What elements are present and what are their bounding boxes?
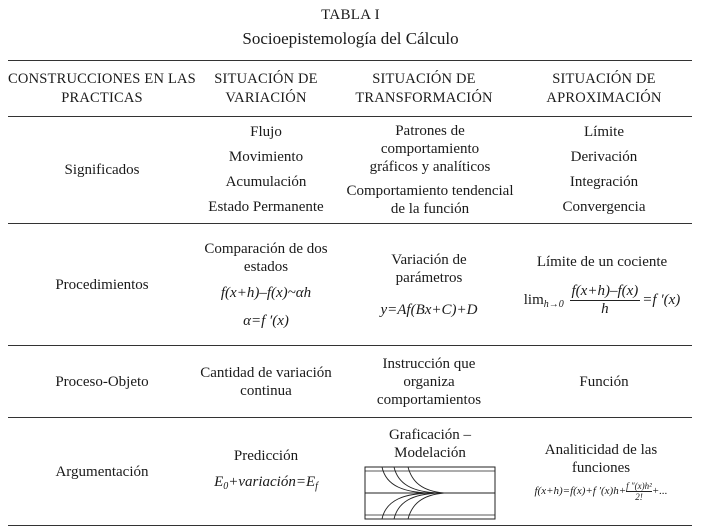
header-construcciones: CONSTRUCCIONES EN LAS PRACTICAS xyxy=(8,70,196,106)
taylor-tail: +... xyxy=(651,485,668,498)
header-aproximacion: SITUACIÓN DE APROXIMACIÓN xyxy=(546,70,662,106)
list-item: Comportamiento tendencial de la función xyxy=(346,183,514,217)
header-transformacion: SITUACIÓN DE TRANSFORMACIÓN xyxy=(355,70,493,106)
aproximacion-text: Límite de un cociente xyxy=(536,253,668,270)
prediccion-text: Predicción xyxy=(233,448,299,464)
eq-middle: +variación=E xyxy=(228,474,316,490)
table-label: TABLA I xyxy=(321,7,380,23)
eq-f-subscript: f xyxy=(315,481,318,492)
significados-variacion xyxy=(190,118,342,222)
header-variacion: SITUACIÓN DE VARIACIÓN xyxy=(214,70,318,106)
significados-aproximacion xyxy=(524,118,684,222)
lim-subscript: h→0 xyxy=(543,298,564,310)
variacion-text: Comparación de dos estados xyxy=(204,241,328,275)
eq-e-subscript: 0 xyxy=(223,481,229,492)
taylor-frac-numerator: f ″(x)h² xyxy=(626,481,652,491)
row-label-proceso-objeto: Proceso-Objeto xyxy=(55,374,149,390)
difference-quotient xyxy=(570,283,641,318)
row-label-argumentacion: Argumentación xyxy=(55,463,149,480)
list-item: Estado Permanente xyxy=(208,199,324,215)
eq-e: E xyxy=(214,474,224,490)
list-item: Convergencia xyxy=(562,199,646,215)
analiticidad-text: Analiticidad de las funciones xyxy=(544,442,658,476)
rule-row-1 xyxy=(8,223,692,224)
list-item: Integración xyxy=(569,174,639,190)
taylor-series-equation xyxy=(534,481,667,502)
limit-equation xyxy=(524,283,681,318)
rule-top xyxy=(8,60,692,61)
proceso-objeto-transformacion: Instrucción que organiza comportamientos xyxy=(376,356,482,408)
row-label-procedimientos: Procedimientos xyxy=(55,277,149,293)
proceso-objeto-aproximacion: Función xyxy=(579,374,629,390)
list-item: Patrones de comportamiento gráficos y analíticos xyxy=(369,123,491,175)
row-label-significados: Significados xyxy=(64,162,140,178)
taylor-frac-denominator: 2! xyxy=(635,492,643,502)
transformacion-equation: y=Af(Bx+C)+D xyxy=(380,302,478,318)
rule-header xyxy=(8,116,692,117)
procedimientos-transformacion xyxy=(344,225,514,345)
proceso-objeto-variacion: Cantidad de variación continua xyxy=(200,365,332,399)
list-item: Flujo xyxy=(250,124,282,140)
prediccion-equation xyxy=(214,473,318,496)
rule-row-3 xyxy=(8,417,692,418)
argumentacion-transformacion xyxy=(360,419,500,524)
argumentacion-aproximacion xyxy=(504,419,698,524)
procedimientos-aproximacion xyxy=(506,225,698,345)
variacion-equation-2: α=f ′(x) xyxy=(243,313,289,329)
curve-family-graph xyxy=(364,466,496,520)
rule-bottom xyxy=(8,525,692,526)
transformacion-text: Variación de parámetros xyxy=(391,252,467,286)
quotient-denominator: h xyxy=(601,300,609,317)
quotient-numerator: f(x+h)–f(x) xyxy=(571,282,639,299)
list-item: Movimiento xyxy=(228,149,304,165)
significados-transformacion xyxy=(345,118,515,222)
list-item: Límite xyxy=(584,124,624,140)
variacion-equation-1: f(x+h)–f(x)~αh xyxy=(220,285,312,301)
procedimientos-variacion xyxy=(196,225,336,345)
taylor-lead: f(x+h)=f(x)+f ′(x)h+ xyxy=(534,485,627,498)
list-item: Derivación xyxy=(570,149,638,165)
table-title: Socioepistemología del Cálculo xyxy=(242,29,459,48)
rule-row-2 xyxy=(8,345,692,346)
limit-result: =f ′(x) xyxy=(642,291,681,308)
graficacion-text: Graficación – Modelación xyxy=(388,427,472,461)
list-item: Acumulación xyxy=(225,174,307,190)
taylor-fraction xyxy=(626,481,652,502)
argumentacion-variacion xyxy=(190,419,342,524)
lim-symbol: lim xyxy=(523,291,544,308)
